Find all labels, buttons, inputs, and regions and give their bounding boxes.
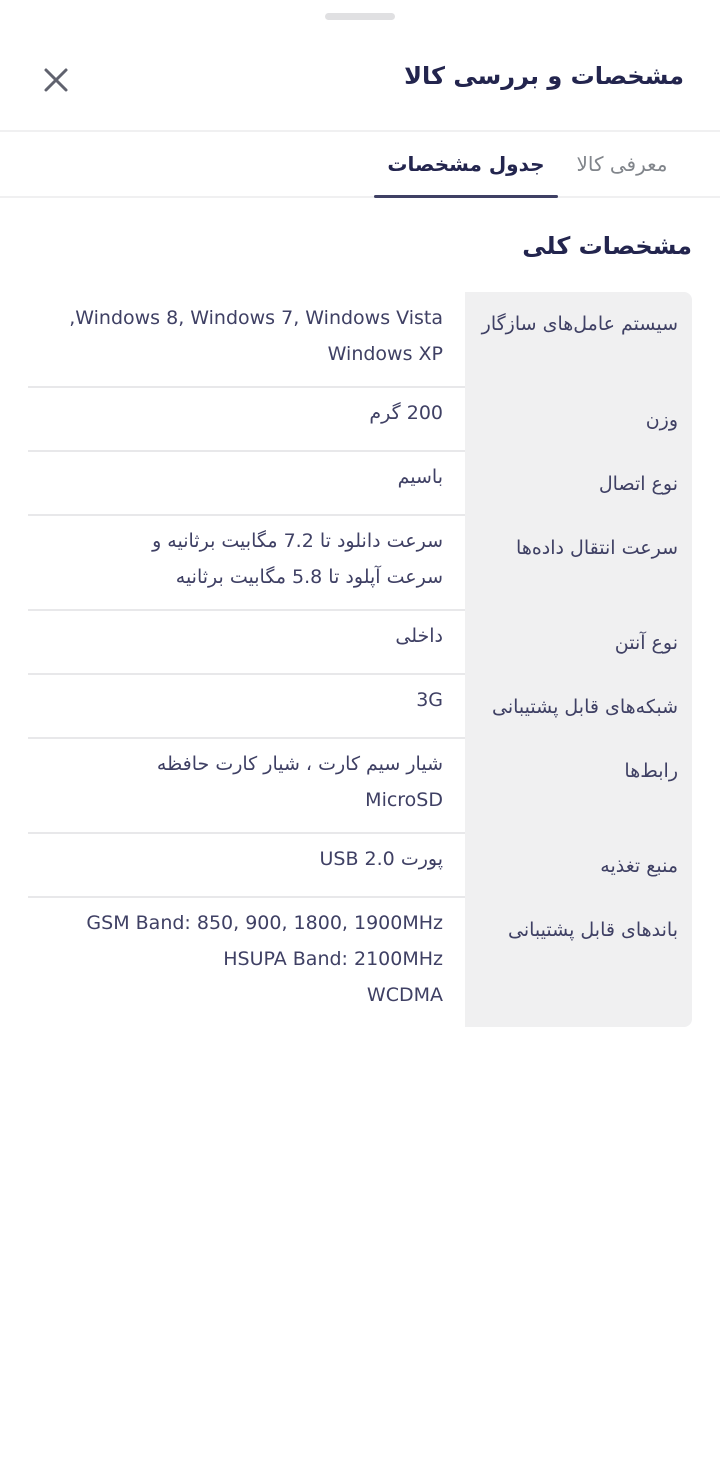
sheet-title: مشخصات و بررسی کالا bbox=[404, 62, 684, 90]
spec-value-line: پورت USB 2.0 bbox=[319, 848, 443, 870]
spec-value bbox=[28, 739, 465, 834]
spec-value bbox=[28, 292, 465, 388]
spec-value bbox=[28, 675, 465, 739]
spec-key: رابط‌ها bbox=[465, 739, 692, 834]
spec-value bbox=[28, 834, 465, 898]
spec-row bbox=[28, 388, 692, 452]
tab-specs-table[interactable]: جدول مشخصات bbox=[374, 132, 558, 196]
spec-value-line: Windows XP bbox=[327, 343, 443, 365]
spec-row bbox=[28, 834, 692, 898]
tab-product-intro[interactable]: معرفی کالا bbox=[576, 152, 668, 176]
spec-value-line: شیار سیم کارت ، شیار کارت حافظه bbox=[156, 753, 443, 775]
spec-key: نوع اتصال bbox=[465, 452, 692, 516]
spec-value-line: سرعت دانلود تا 7.2 مگابیت برثانیه و bbox=[152, 530, 443, 552]
spec-key: باندهای قابل پشتیبانی bbox=[465, 898, 692, 1027]
spec-key: سیستم عامل‌های سازگار bbox=[465, 292, 692, 388]
spec-value bbox=[28, 388, 465, 452]
spec-value bbox=[28, 452, 465, 516]
spec-key: سرعت انتقال داده‌ها bbox=[465, 516, 692, 611]
drag-handle[interactable] bbox=[325, 13, 395, 20]
tab-bar bbox=[0, 132, 720, 198]
spec-key: نوع آنتن bbox=[465, 611, 692, 675]
spec-value-line: Windows 8, Windows 7, Windows Vista, bbox=[69, 307, 443, 329]
spec-row bbox=[28, 452, 692, 516]
section-title: مشخصات کلی bbox=[522, 232, 692, 260]
spec-row bbox=[28, 898, 692, 1027]
spec-value-line: داخلی bbox=[395, 625, 443, 647]
spec-value-line: باسیم bbox=[397, 466, 443, 488]
spec-row bbox=[28, 516, 692, 611]
spec-value bbox=[28, 898, 465, 1027]
spec-value-line: HSUPA Band: 2100MHz bbox=[223, 948, 443, 970]
spec-value-line: 3G bbox=[416, 689, 443, 711]
spec-row bbox=[28, 675, 692, 739]
spec-key: شبکه‌های قابل پشتیبانی bbox=[465, 675, 692, 739]
spec-value bbox=[28, 611, 465, 675]
spec-value-line: 200 گرم bbox=[369, 402, 443, 424]
spec-row bbox=[28, 292, 692, 388]
spec-value-line: WCDMA bbox=[366, 984, 443, 1006]
spec-key: وزن bbox=[465, 388, 692, 452]
spec-key: منبع تغذیه bbox=[465, 834, 692, 898]
close-icon bbox=[36, 60, 76, 100]
spec-value-line: GSM Band: 850, 900, 1800, 1900MHz bbox=[86, 912, 443, 934]
specs-table bbox=[28, 292, 692, 1027]
spec-row bbox=[28, 739, 692, 834]
close-button[interactable] bbox=[36, 60, 76, 100]
spec-value bbox=[28, 516, 465, 611]
spec-value-line: MicroSD bbox=[365, 789, 443, 811]
spec-row bbox=[28, 611, 692, 675]
sheet-header bbox=[0, 40, 720, 132]
spec-value-line: سرعت آپلود تا 5.8 مگابیت برثانیه bbox=[175, 566, 443, 588]
